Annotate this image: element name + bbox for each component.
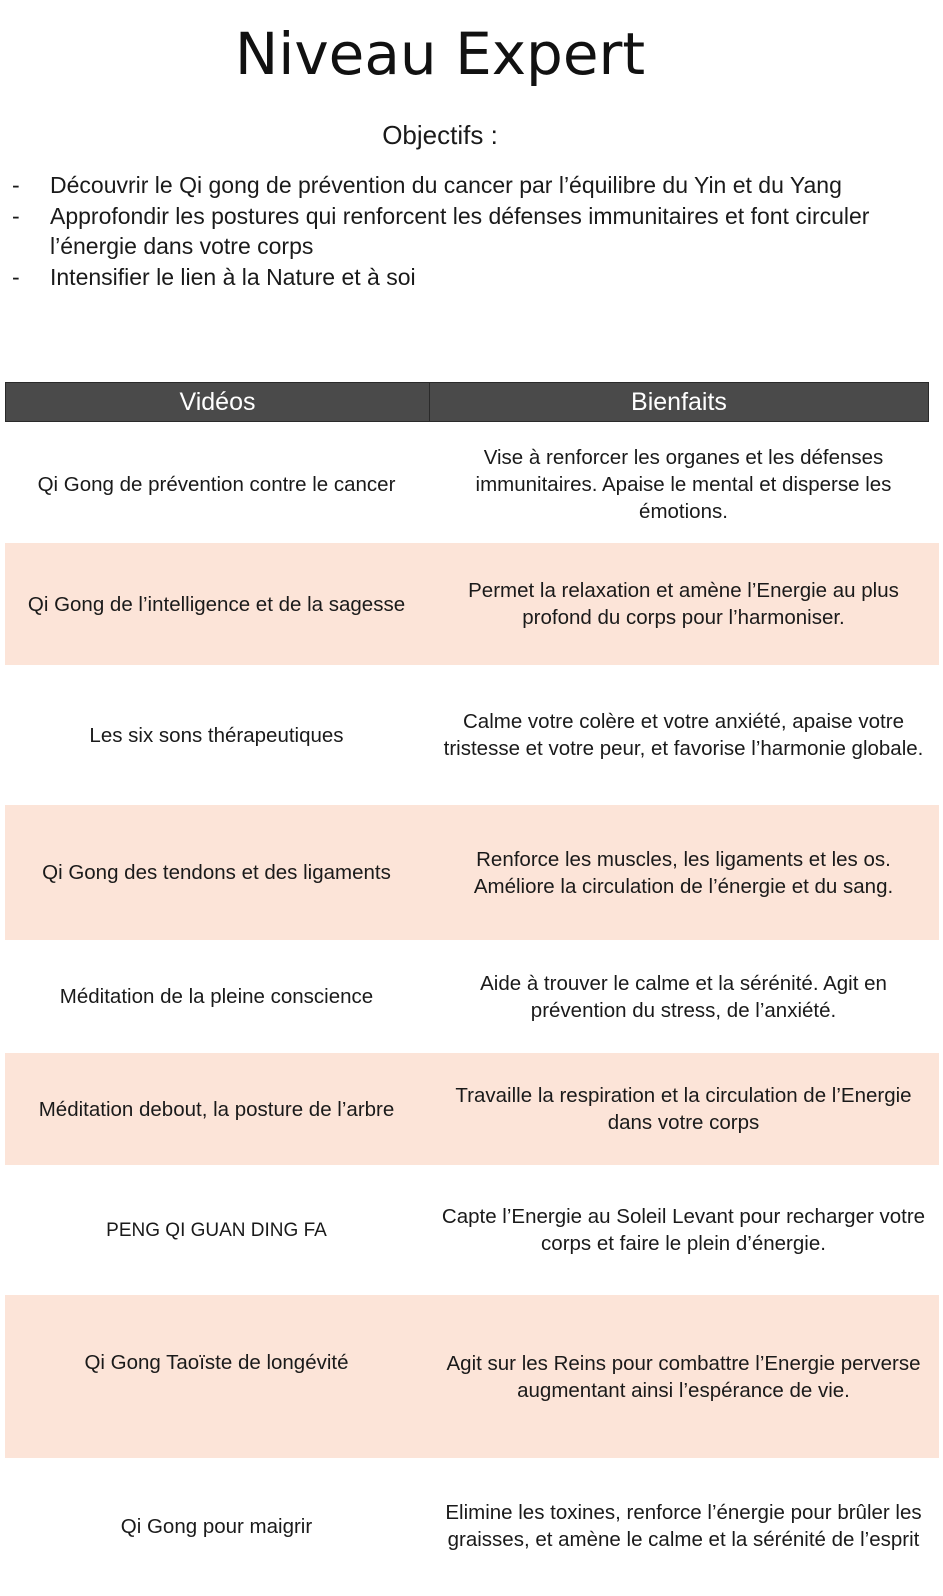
list-marker: -	[12, 263, 20, 290]
video-cell: Méditation de la pleine conscience	[59, 985, 374, 1008]
table-row	[5, 1053, 939, 1165]
page-title: Niveau Expert	[234, 20, 646, 88]
column-header-videos: Vidéos	[6, 383, 430, 421]
table-row	[5, 1165, 939, 1295]
benefit-cell: Travaille la respiration et la circulation de l’Energie dans votre corps	[455, 1084, 912, 1134]
table-row	[5, 1458, 939, 1594]
table-row	[5, 425, 939, 543]
objectives-list	[0, 170, 900, 292]
objectives-heading: Objectifs :	[382, 120, 498, 150]
list-item	[0, 262, 900, 293]
benefit-cell: Elimine les toxines, renforce l’énergie pour brûler les graisses, et amène le calme et la sérénité de l’esprit	[445, 1501, 922, 1551]
column-header-benefits: Bienfaits	[631, 387, 727, 416]
table-row	[5, 665, 939, 805]
benefit-cell: Aide à trouver le calme et la sérénité. Agit en prévention du stress, de l’anxiété.	[480, 971, 887, 1022]
table-row	[5, 805, 939, 940]
video-cell: PENG QI GUAN DING FA	[106, 1219, 327, 1241]
video-cell: Les six sons thérapeutiques	[89, 723, 344, 747]
list-item	[0, 201, 900, 262]
table-header	[5, 382, 929, 422]
benefit-cell: Capte l’Energie au Soleil Levant pour recharger votre corps et faire le plein d’énergie.	[441, 1205, 926, 1255]
video-cell: Qi Gong pour maigrir	[120, 1514, 313, 1538]
video-cell: Qi Gong Taoïste de longévité	[84, 1351, 349, 1374]
benefit-cell: Agit sur les Reins pour combattre l’Energie perverse augmentant ainsi l’espérance de vie.	[446, 1351, 921, 1402]
objective-text: Intensifier le lien à la Nature et à soi	[50, 263, 416, 290]
list-marker: -	[12, 202, 20, 229]
benefit-cell: Calme votre colère et votre anxiété, apaise votre tristesse et votre peur, et favorise l’harmonie globale.	[443, 710, 924, 760]
benefit-cell: Vise à renforcer les organes et les défenses immunitaires. Apaise le mental et disperse les émotions.	[475, 445, 892, 523]
video-cell: Qi Gong des tendons et des ligaments	[42, 861, 391, 884]
table-row	[5, 940, 939, 1053]
video-cell: Qi Gong de prévention contre le cancer	[37, 472, 396, 496]
list-marker: -	[12, 172, 20, 198]
video-cell: Méditation debout, la posture de l’arbre	[38, 1097, 395, 1121]
objective-text: Approfondir les postures qui renforcent les défenses immunitaires et font circuler l’énergie dans votre corps	[50, 202, 870, 259]
table-row	[5, 543, 939, 665]
table-row	[5, 1295, 939, 1458]
list-item	[0, 170, 900, 201]
video-cell: Qi Gong de l’intelligence et de la sagesse	[27, 592, 406, 616]
objective-text: Découvrir le Qi gong de prévention du cancer par l’équilibre du Yin et du Yang	[50, 172, 842, 198]
benefit-cell: Permet la relaxation et amène l’Energie au plus profond du corps pour l’harmoniser.	[468, 579, 899, 629]
benefit-cell: Renforce les muscles, les ligaments et les os. Améliore la circulation de l’énergie et du sang.	[473, 847, 894, 898]
